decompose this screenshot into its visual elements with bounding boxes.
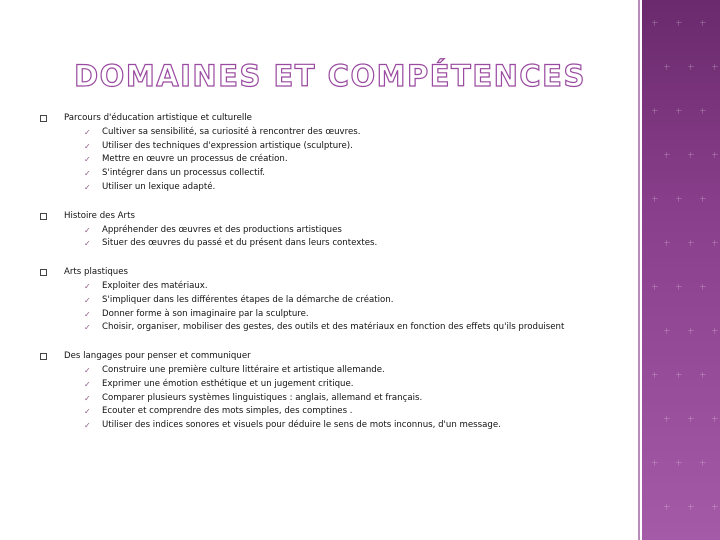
checkmark-icon: ✓ bbox=[84, 323, 91, 333]
pattern-plus-icon bbox=[712, 504, 718, 510]
pattern-plus-icon bbox=[652, 284, 658, 290]
pattern-plus-icon bbox=[652, 372, 658, 378]
checkmark-icon: ✓ bbox=[84, 169, 91, 179]
pattern-plus-icon bbox=[712, 64, 718, 70]
section-title: Parcours d'éducation artistique et culturelle bbox=[64, 113, 252, 123]
pattern-plus-icon bbox=[664, 64, 670, 70]
list-item bbox=[84, 126, 630, 140]
list-item-text: Comparer plusieurs systèmes linguistiques : anglais, allemand et français. bbox=[102, 392, 423, 403]
list-item-text: Utiliser des indices sonores et visuels pour déduire le sens de mots inconnus, d'un message. bbox=[102, 420, 501, 431]
checkmark-icon: ✓ bbox=[84, 281, 91, 291]
checkmark-icon: ✓ bbox=[84, 407, 91, 417]
pattern-plus-icon bbox=[676, 372, 682, 378]
pattern-plus-icon bbox=[700, 196, 706, 202]
list-item-text: Exprimer une émotion esthétique et un jugement critique. bbox=[102, 378, 354, 389]
item-list bbox=[40, 364, 630, 433]
section-title: Histoire des Arts bbox=[64, 210, 135, 221]
list-item bbox=[84, 167, 630, 181]
square-bullet-icon bbox=[40, 213, 47, 220]
checkmark-icon: ✓ bbox=[84, 127, 91, 137]
square-bullet-icon bbox=[40, 353, 47, 360]
pattern-plus-icon bbox=[688, 328, 694, 334]
side-panel bbox=[642, 0, 720, 540]
list-item-text: Mettre en œuvre un processus de création. bbox=[102, 154, 288, 165]
checkmark-icon: ✓ bbox=[84, 309, 91, 319]
pattern-plus-icon bbox=[664, 240, 670, 246]
pattern-plus-icon bbox=[700, 372, 706, 378]
checkmark-icon: ✓ bbox=[84, 182, 91, 192]
list-item-text: Ecouter et comprendre des mots simples, des comptines . bbox=[102, 406, 353, 417]
checkmark-icon: ✓ bbox=[84, 155, 91, 165]
section-title: Des langages pour penser et communiquer bbox=[64, 351, 251, 362]
checkmark-icon: ✓ bbox=[84, 225, 91, 235]
pattern-plus-icon bbox=[700, 20, 706, 26]
pattern-plus-icon bbox=[652, 196, 658, 202]
pattern-plus-icon bbox=[664, 416, 670, 422]
pattern-plus-icon bbox=[676, 460, 682, 466]
pattern-plus-icon bbox=[676, 196, 682, 202]
list-item-text: Appréhender des œuvres et des productions artistiques bbox=[102, 224, 342, 235]
item-list bbox=[40, 280, 630, 335]
section bbox=[40, 210, 630, 251]
pattern-plus-icon bbox=[652, 108, 658, 114]
list-item bbox=[84, 405, 630, 419]
item-list bbox=[40, 224, 630, 252]
section-title: Arts plastiques bbox=[64, 267, 128, 278]
checkmark-icon: ✓ bbox=[84, 239, 91, 249]
checkmark-icon: ✓ bbox=[84, 393, 91, 403]
pattern-plus-icon bbox=[712, 152, 718, 158]
list-item-text: Construire une première culture littéraire et artistique allemande. bbox=[102, 364, 385, 375]
pattern-plus-icon bbox=[700, 284, 706, 290]
list-item bbox=[84, 392, 630, 406]
list-item bbox=[84, 321, 630, 335]
pattern-plus-icon bbox=[688, 240, 694, 246]
list-item bbox=[84, 364, 630, 378]
section bbox=[40, 350, 630, 433]
list-item-text: Donner forme à son imaginaire par la sculpture. bbox=[102, 308, 309, 319]
list-item bbox=[84, 294, 630, 308]
pattern-plus-icon bbox=[712, 328, 718, 334]
list-item-text: Situer des œuvres du passé et du présent dans leurs contextes. bbox=[102, 238, 378, 249]
list-item bbox=[84, 378, 630, 392]
list-item-text: Cultiver sa sensibilité, sa curiosité à rencontrer des œuvres. bbox=[102, 126, 361, 137]
checkmark-icon: ✓ bbox=[84, 421, 91, 431]
side-divider bbox=[638, 0, 640, 540]
pattern-plus-icon bbox=[700, 460, 706, 466]
pattern-plus-icon bbox=[712, 240, 718, 246]
pattern-plus-icon bbox=[676, 20, 682, 26]
square-bullet-icon bbox=[40, 115, 47, 122]
pattern-plus-icon bbox=[652, 20, 658, 26]
section bbox=[40, 266, 630, 335]
pattern-plus-icon bbox=[664, 328, 670, 334]
checkmark-icon: ✓ bbox=[84, 365, 91, 375]
list-item bbox=[84, 237, 630, 251]
list-item bbox=[84, 140, 630, 154]
checkmark-icon: ✓ bbox=[84, 295, 91, 305]
list-item bbox=[84, 419, 630, 433]
pattern-plus-icon bbox=[676, 108, 682, 114]
checkmark-icon: ✓ bbox=[84, 141, 91, 151]
list-item-text: S'intégrer dans un processus collectif. bbox=[102, 168, 265, 179]
pattern-plus-icon bbox=[664, 504, 670, 510]
list-item bbox=[84, 308, 630, 322]
pattern-plus-icon bbox=[688, 152, 694, 158]
item-list bbox=[40, 126, 630, 195]
pattern-plus-icon bbox=[676, 284, 682, 290]
list-item-text: Choisir, organiser, mobiliser des gestes, des outils et des matériaux en fonction des effets qu'ils produisent bbox=[102, 322, 565, 333]
list-item-text: Exploiter des matériaux. bbox=[102, 280, 208, 291]
list-item bbox=[84, 224, 630, 238]
content-list bbox=[40, 112, 630, 448]
list-item-text: Utiliser des techniques d'expression artistique (sculpture). bbox=[102, 140, 353, 151]
pattern-plus-icon bbox=[664, 152, 670, 158]
list-item-text: Utiliser un lexique adapté. bbox=[102, 181, 216, 192]
slide-title: DOMAINES ET COMPÉTENCES bbox=[74, 59, 586, 93]
pattern-plus-icon bbox=[700, 108, 706, 114]
pattern-plus-icon bbox=[712, 416, 718, 422]
list-item bbox=[84, 153, 630, 167]
list-item bbox=[84, 181, 630, 195]
section bbox=[40, 112, 630, 195]
checkmark-icon: ✓ bbox=[84, 379, 91, 389]
pattern-plus-icon bbox=[688, 416, 694, 422]
pattern-plus-icon bbox=[688, 64, 694, 70]
pattern-plus-icon bbox=[652, 460, 658, 466]
pattern-plus-icon bbox=[688, 504, 694, 510]
list-item bbox=[84, 280, 630, 294]
list-item-text: S'impliquer dans les différentes étapes de la démarche de création. bbox=[102, 294, 394, 305]
square-bullet-icon bbox=[40, 269, 47, 276]
